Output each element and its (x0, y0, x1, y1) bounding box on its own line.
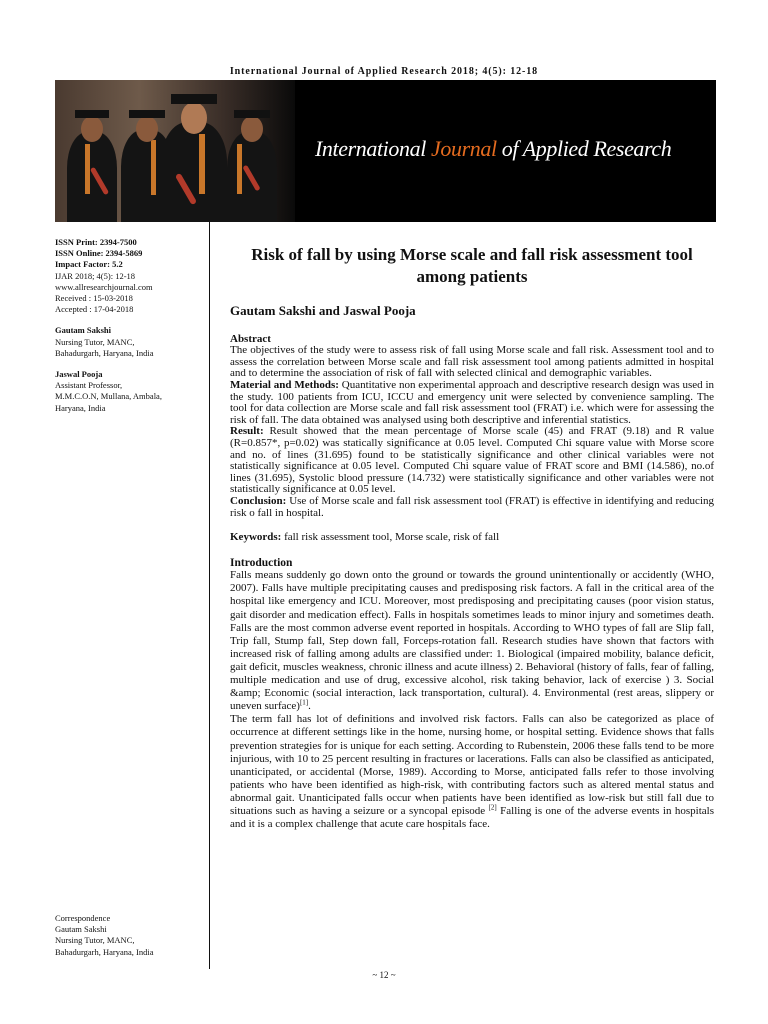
page-number: ~ 12 ~ (372, 970, 396, 980)
journal-banner (55, 80, 716, 222)
running-head: International Journal of Applied Research 2018; 4(5): 12-18 (229, 66, 539, 77)
graduates-photo (55, 80, 295, 222)
reference-2: [2] (488, 803, 497, 812)
article-title: Risk of fall by using Morse scale and fall risk assessment tool among patients (251, 245, 693, 286)
author2-affiliation-1: Assistant Professor, (55, 380, 123, 391)
introduction-heading: Introduction (230, 556, 293, 569)
column-divider (209, 222, 210, 969)
author2-affiliation-3: Haryana, India (55, 402, 106, 413)
correspondence-heading: Correspondence (55, 913, 111, 923)
banner-title-accent: Journal (431, 136, 497, 161)
impact-factor: Impact Factor: 5.2 (55, 259, 123, 270)
correspondence-block (55, 913, 205, 958)
article-authors: Gautam Sakshi and Jaswal Pooja (230, 303, 416, 318)
journal-website: www.allresearchjournal.com (55, 281, 153, 292)
result-paragraph (230, 426, 714, 496)
banner-title-suffix: of Applied Research (496, 136, 672, 161)
correspondence-line-2: Bahadurgarh, Haryana, India (55, 946, 154, 957)
intro-p1-end: . (308, 700, 311, 713)
accepted-date: Accepted : 17-04-2018 (55, 304, 134, 315)
keywords-label: Keywords: (230, 531, 282, 544)
conclusion-label: Conclusion: (230, 494, 287, 507)
intro-paragraph-2 (230, 713, 714, 831)
correspondence-line-1: Nursing Tutor, MANC, (55, 935, 135, 946)
banner-title-prefix: International (315, 136, 432, 161)
ijar-citation: IJAR 2018; 4(5): 12-18 (55, 270, 136, 281)
result-label: Result: (230, 425, 264, 438)
issn-print: ISSN Print: 2394-7500 (55, 237, 137, 247)
author1-name: Gautam Sakshi (55, 325, 111, 336)
keywords-paragraph (230, 532, 714, 544)
conclusion-paragraph (230, 496, 714, 519)
author1-affiliation-1: Nursing Tutor, MANC, (55, 336, 135, 347)
methods-text: Quantitative non experimental approach and descriptive research design was used in the study. 100 patients from ICU, ICCU and emergency unit were selected by convenience sampling. The tool for data collection are Morse scale and fall risk assessment tool (FRAT) i.e. which were for assessing the risk of fall. The data obtained was analysed using both descriptive and inferential statistics. (230, 378, 715, 426)
intro-p1-text: Falls means suddenly go down onto the ground or towards the ground unintentionally or accidently (WHO, 2007). Falls have multiple precipitating causes and predisposing risk factors. A fall in the critical area of the hospital like emergency and ICU. Moreover, most predisposing and precipitating causes (poor vision status, gait disorder and medication effect). Falls in hospitals sometimes leads to minor injury and sometimes death. Falls are the most common adverse event reported in hospitals. According to WHO types of fall are Slip fall, Trip fall, Stump fall, Step down fall, Forceps-rotation fall. Research studies have shown that factors with increased risk of falling among adults are classified under: 1. Biological (impaired mobility, balance deficit, gait deficit, muscles weakness, chronic illness and acute illness) 2. Behavioral (history of falls, fear of falling, multiple medication and use of drug, excessive alcohol, risk taking behavior, lack of exercise ) 3. Social &amp; Economic (social interaction, lack transportation, cultural). 4. Environmental (rest areas, slippery or uneven surface) (230, 569, 714, 713)
reference-1: [1] (299, 698, 309, 707)
issn-online: ISSN Online: 2394-5869 (55, 248, 143, 259)
result-text: Result showed that the mean percentage of Morse scale (45) and FRAT (9.18) and R value (R=0.857*, p=0.02) was statically significance at 0.05 level. Computed Chi square value with Morse score and no. of lines (31.695) found to be statistically significance and other clinical variables were not statistically significance at 0.05 level. Computed Chi square value of FRAT score and BMI (14.586), no.of lines (31.695), Systolic blood pressure (14.732) were statistically significance and other variables were not statistically significance at 0.05 level. (230, 425, 714, 496)
intro-p2-end: Falling is one of the adverse events in hospitals and it is a complex challenge that acute care hospitals face. (230, 804, 714, 831)
conclusion-text: Use of Morse scale and fall risk assessment tool (FRAT) is effective in identifying and reducing risk o fall in hospital. (230, 494, 714, 519)
banner-journal-title (315, 136, 671, 162)
author1-affiliation-2: Bahadurgarh, Haryana, India (55, 347, 154, 358)
received-date: Received : 15-03-2018 (55, 293, 133, 304)
author2-name: Jaswal Pooja (55, 369, 103, 380)
methods-label: Material and Methods: (230, 378, 339, 391)
abstract-heading: Abstract (230, 332, 271, 345)
article-body (230, 244, 714, 831)
author2-affiliation-2: M.M.C.O.N, Mullana, Ambala, (55, 391, 162, 402)
article-info-sidebar (55, 237, 205, 414)
intro-paragraph-1 (230, 569, 714, 713)
intro-p2-text: The term fall has lot of definitions and involved risk factors. Falls can also be categorized as place of occurrence at different settings like in the home, nursing home, or hospital setting. Evidence shows that falls prevention strategies for is unique for each setting. According to Rubenstein, 2006 these falls tend to be more injurious, with 10 to 25 percent resulting in fractures or lacerations. Falls can also be classified as anticipated, unanticipated, or accidental (Morse, 1989). According to Morse, anticipated falls refer to those involving patients who have been identified as high-risk, with contributing factors such as altered mental status and abnormal gait. Unanticipated falls occur when patients have been identified as low-risk but still fall due to situations such as having a seizure or a syncopal episode (230, 713, 714, 817)
methods-paragraph (230, 380, 714, 426)
abstract-text: The objectives of the study were to assess risk of fall using Morse scale and fall risk. Assessment tool and to assess the correlation between Morse scale and fall risk assessment tool among patients admitted in hospital and to determine the association of risk of fall with selected clinical and demographic variables. (230, 344, 714, 380)
correspondence-name: Gautam Sakshi (55, 924, 107, 935)
keywords-text: fall risk assessment tool, Morse scale, risk of fall (281, 531, 500, 544)
